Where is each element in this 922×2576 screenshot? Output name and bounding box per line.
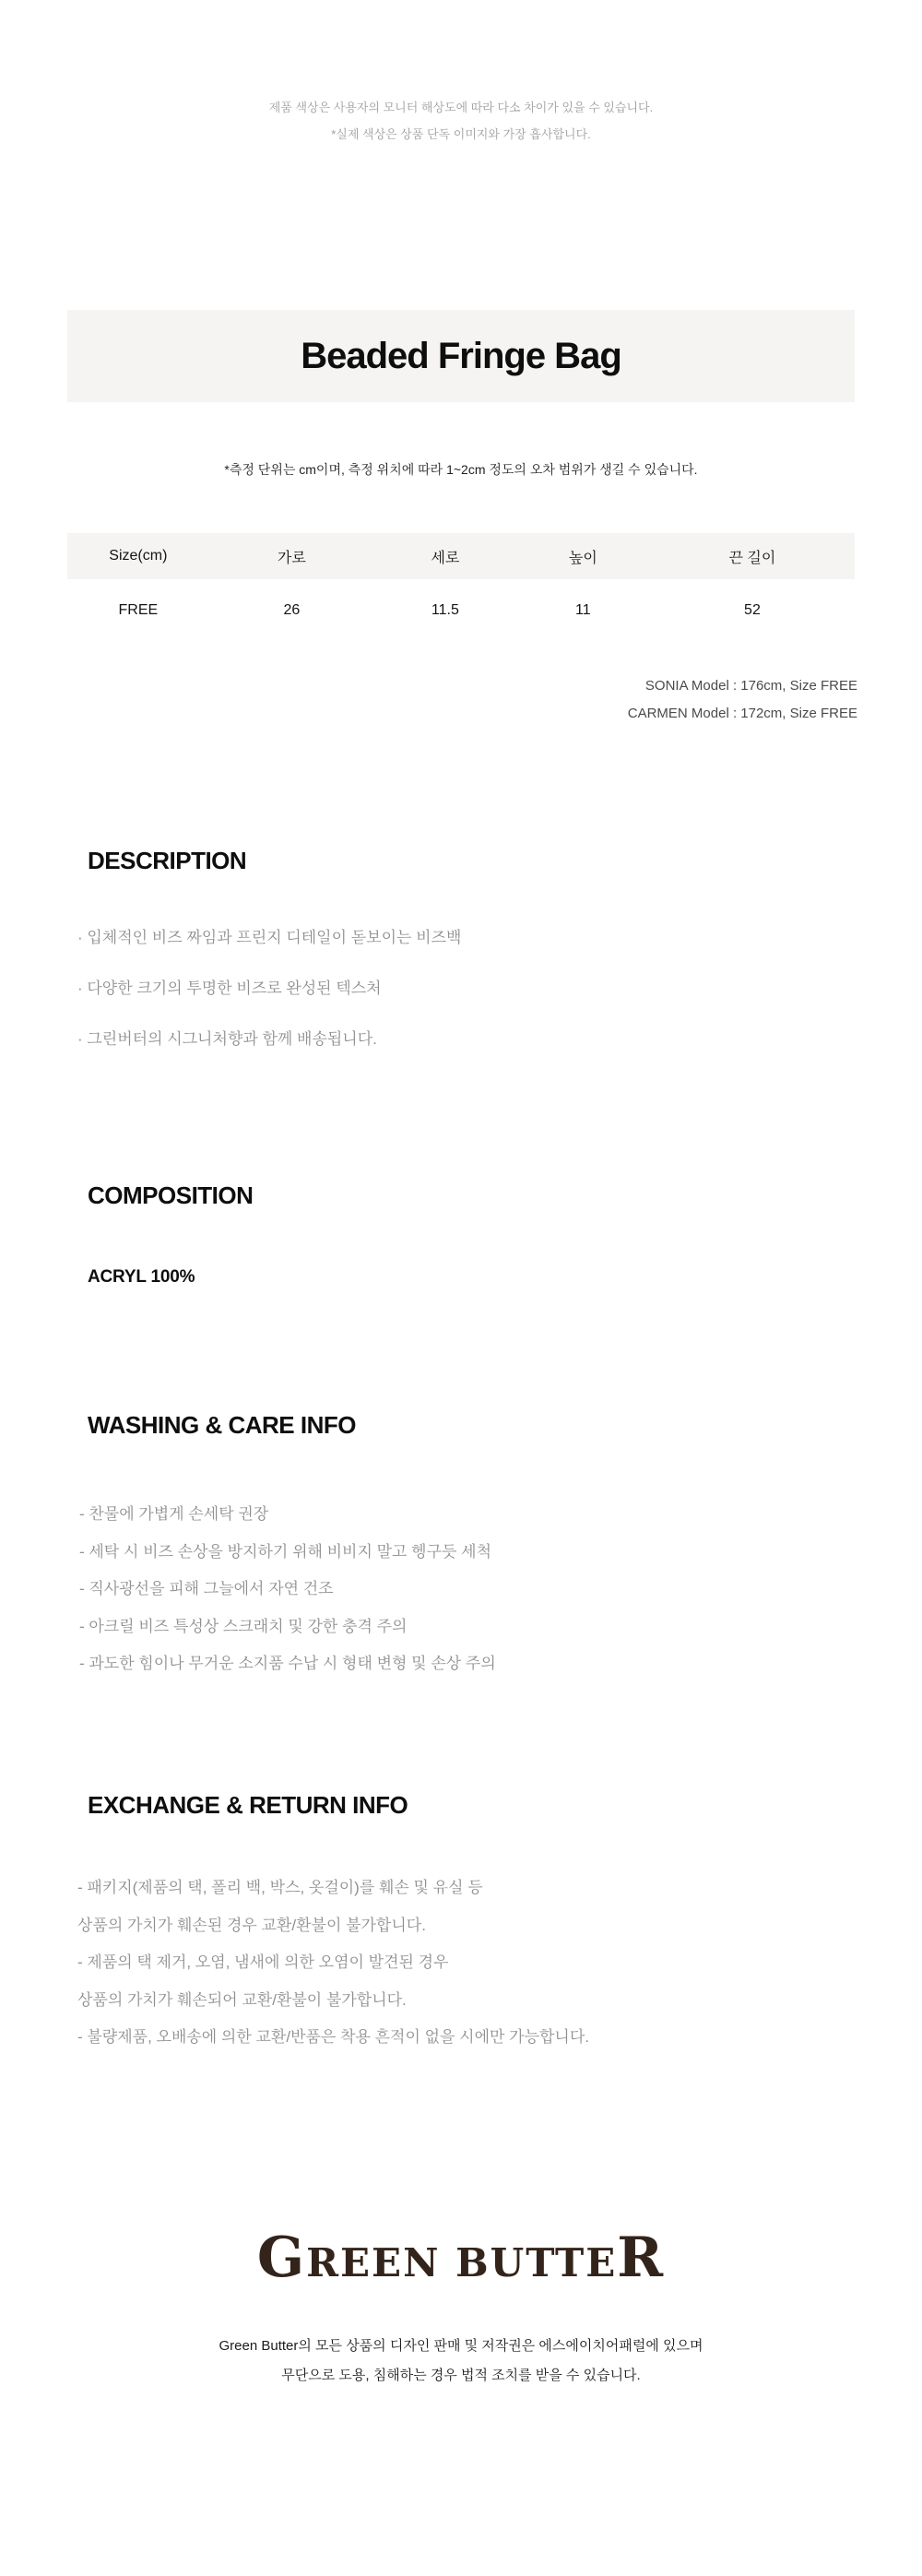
composition-value: ACRYL 100%: [88, 1267, 195, 1287]
green-butter-logo: [0, 2221, 922, 2300]
product-title-box: [67, 310, 855, 402]
logo-letters-mid: REEN BUTTE: [306, 2240, 618, 2285]
exchange-return-heading: EXCHANGE & RETURN INFO: [88, 1791, 408, 1819]
size-table-header-strap: 끈 길이: [728, 550, 776, 566]
model-info-line2: CARMEN Model : 172cm, Size FREE: [627, 706, 857, 721]
exchange-return-item: 상품의 가치가 훼손된 경우 교환/환불이 불가합니다.: [77, 1916, 426, 1934]
washing-care-item: - 아크릴 비즈 특성상 스크래치 및 강한 충격 주의: [79, 1617, 408, 1635]
measure-note: *측정 단위는 cm이며, 측정 위치에 따라 1~2cm 정도의 오차 범위가 생길 수 있습니다.: [224, 462, 698, 477]
description-item: · 입체적인 비즈 짜임과 프린지 디테일이 돋보이는 비즈백: [77, 929, 462, 946]
description-heading: DESCRIPTION: [88, 847, 247, 874]
exchange-return-item: - 패키지(제품의 택, 폴리 백, 박스, 옷걸이)를 훼손 및 유실 등: [77, 1879, 483, 1896]
exchange-return-item: - 제품의 택 제거, 오염, 냄새에 의한 오염이 발견된 경우: [77, 1953, 449, 1971]
size-table: [67, 533, 855, 641]
washing-care-heading: WASHING & CARE INFO: [88, 1411, 356, 1439]
size-table-header-height: 높이: [568, 550, 597, 566]
color-notice-line1: 제품 색상은 사용자의 모니터 해상도에 따라 다소 차이가 있을 수 있습니다.: [268, 101, 654, 114]
size-table-header-size: Size(cm): [109, 548, 168, 564]
logo-letter-g: G: [256, 2226, 307, 2290]
washing-care-item: - 찬물에 가볍게 손세탁 권장: [79, 1505, 269, 1523]
description-item: · 그린버터의 시그니처향과 함께 배송됩니다.: [77, 1030, 377, 1048]
size-table-cell-depth: 11.5: [431, 601, 459, 618]
washing-care-list: [79, 1496, 854, 1683]
product-title: Beaded Fringe Bag: [301, 335, 621, 376]
size-table-header-width: 가로: [277, 550, 306, 566]
exchange-return-item: 상품의 가치가 훼손되어 교환/환불이 불가합니다.: [77, 1990, 407, 2009]
model-info: [628, 672, 857, 728]
size-table-cell-strap: 52: [744, 601, 761, 618]
logo-letter-r: R: [617, 2226, 666, 2290]
composition-heading: COMPOSITION: [88, 1181, 254, 1209]
copyright-footer: [0, 2332, 922, 2391]
size-table-header-depth: 세로: [431, 550, 460, 566]
washing-care-item: - 직사광선을 피해 그늘에서 자연 건조: [79, 1580, 334, 1597]
description-item: · 다양한 크기의 투명한 비즈로 완성된 텍스처: [77, 979, 382, 997]
copyright-line2: 무단으로 도용, 침해하는 경우 법적 조치를 받을 수 있습니다.: [281, 2368, 641, 2383]
size-table-header-row: [67, 533, 855, 579]
description-list: [77, 912, 843, 1064]
model-info-line1: SONIA Model : 176cm, Size FREE: [644, 678, 857, 694]
size-table-cell-height: 11: [575, 601, 591, 618]
size-table-cell-size: FREE: [118, 601, 159, 618]
size-table-cell-width: 26: [283, 601, 301, 618]
color-notice-line2: *실제 색상은 상품 단독 이미지와 가장 흡사합니다.: [331, 127, 591, 141]
copyright-line1: Green Butter의 모든 상품의 디자인 판매 및 저작권은 에스에이치어패럴에 있으며: [219, 2338, 703, 2354]
color-notice: [0, 94, 922, 148]
size-table-row: [67, 579, 855, 641]
exchange-return-list: [77, 1870, 870, 2057]
washing-care-item: - 과도한 힘이나 무거운 소지품 수납 시 형태 변형 및 손상 주의: [79, 1655, 496, 1672]
exchange-return-item: - 불량제품, 오배송에 의한 교환/반품은 착용 흔적이 없을 시에만 가능합니다.: [77, 2028, 589, 2046]
washing-care-item: - 세탁 시 비즈 손상을 방지하기 위해 비비지 말고 헹구듯 세척: [79, 1542, 492, 1561]
